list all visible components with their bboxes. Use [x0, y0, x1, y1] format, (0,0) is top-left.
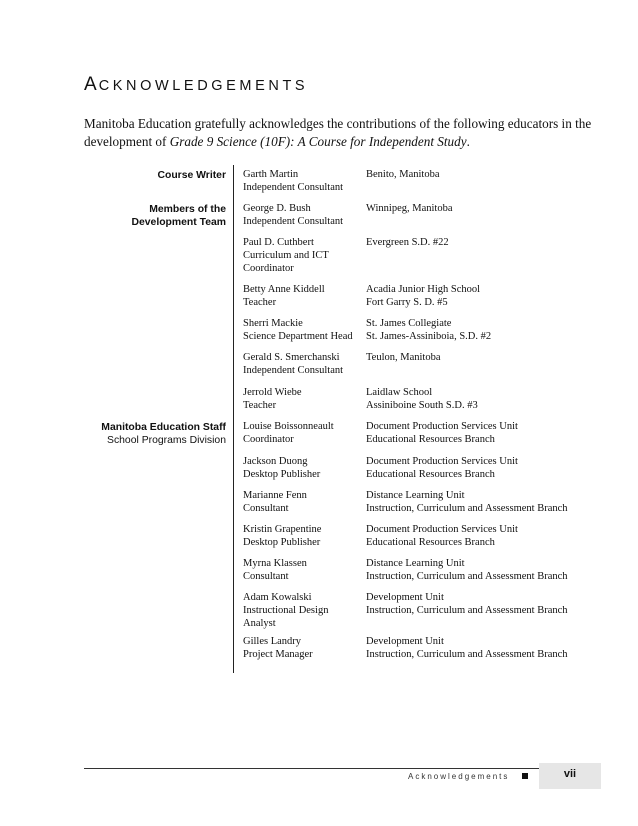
person-location	[366, 455, 596, 481]
location-line: Document Production Services Unit	[366, 421, 518, 432]
person-location	[366, 317, 596, 343]
location-line: Teulon, Manitoba	[366, 352, 441, 363]
footer-square-icon	[522, 773, 528, 779]
intro-end: .	[466, 134, 470, 149]
location-line: Benito, Manitoba	[366, 169, 440, 180]
location-line: Document Production Services Unit	[366, 524, 518, 535]
person-name: Louise Boissonneault	[243, 421, 334, 432]
person-entry	[243, 236, 329, 275]
person-name: Gerald S. Smerchanski	[243, 352, 340, 363]
person-location	[366, 283, 596, 309]
person-entry	[243, 202, 343, 228]
person-entry	[243, 489, 307, 515]
location-line: Educational Resources Branch	[366, 434, 495, 445]
person-entry	[243, 635, 313, 661]
role-development-team: Members of the Development Team	[131, 204, 226, 228]
footer-section-label: Acknowledgements	[408, 772, 510, 781]
person-name: Betty Anne Kiddell	[243, 284, 325, 295]
person-title: Desktop Publisher	[243, 537, 321, 548]
location-line: Document Production Services Unit	[366, 456, 518, 467]
person-location	[366, 635, 596, 661]
person-location	[366, 489, 596, 515]
person-location	[366, 202, 596, 215]
location-line: Evergreen S.D. #22	[366, 237, 449, 248]
person-title: Teacher	[243, 400, 277, 411]
person-entry	[243, 351, 343, 377]
column-divider	[233, 165, 234, 673]
location-line: Acadia Junior High School	[366, 284, 481, 295]
person-title: Desktop Publisher	[243, 469, 321, 480]
person-name: Kristin Grapentine	[243, 524, 322, 535]
location-line: Instruction, Curriculum and Assessment Branch	[366, 571, 568, 582]
person-entry	[243, 386, 302, 412]
person-entry	[243, 523, 321, 549]
person-title: Science Department Head	[243, 331, 353, 342]
course-title: Grade 9 Science (10F): A Course for Independent Study	[169, 134, 467, 149]
person-name: Garth Martin	[243, 169, 299, 180]
person-title: Project Manager	[243, 649, 313, 660]
location-line: Instruction, Curriculum and Assessment Branch	[366, 649, 568, 660]
person-title: Curriculum and ICT	[243, 250, 329, 261]
person-name: Jerrold Wiebe	[243, 387, 302, 398]
footer-rule	[84, 768, 601, 769]
location-line: Distance Learning Unit	[366, 490, 465, 501]
location-line: Assiniboine South S.D. #3	[366, 400, 478, 411]
person-title: Coordinator	[243, 263, 294, 274]
person-title: Independent Consultant	[243, 365, 344, 376]
page-number: vii	[563, 768, 577, 780]
person-entry	[243, 557, 307, 583]
location-line: Laidlaw School	[366, 387, 433, 398]
person-location	[366, 168, 596, 181]
location-line: Winnipeg, Manitoba	[366, 203, 453, 214]
person-title: Teacher	[243, 297, 277, 308]
person-title: Consultant	[243, 571, 289, 582]
person-title: Instructional Design	[243, 605, 329, 616]
person-location	[366, 591, 596, 617]
person-name: Jackson Duong	[243, 456, 308, 467]
person-location	[366, 351, 596, 364]
person-name: Gilles Landry	[243, 636, 302, 647]
person-entry	[243, 283, 325, 309]
person-title: Consultant	[243, 503, 289, 514]
location-line: Instruction, Curriculum and Assessment Branch	[366, 605, 568, 616]
intro-text: Manitoba Education gratefully acknowledges the contributions of the following educators in the development of	[84, 116, 592, 149]
person-title: Coordinator	[243, 434, 294, 445]
title-rest: CKNOWLEDGEMENTS	[98, 78, 309, 94]
person-title: Analyst	[243, 618, 276, 629]
person-entry	[243, 455, 320, 481]
person-location	[366, 557, 596, 583]
location-line: Distance Learning Unit	[366, 558, 465, 569]
location-line: Fort Garry S. D. #5	[366, 297, 448, 308]
person-title: Independent Consultant	[243, 216, 344, 227]
person-name: Marianne Fenn	[243, 490, 307, 501]
person-name: George D. Bush	[243, 203, 311, 214]
location-line: Development Unit	[366, 592, 444, 603]
person-entry	[243, 420, 334, 446]
person-location	[366, 386, 596, 412]
location-line: St. James-Assiniboia, S.D. #2	[366, 331, 492, 342]
location-line: Educational Resources Branch	[366, 469, 495, 480]
person-name: Paul D. Cuthbert	[243, 237, 314, 248]
role-course-writer: Course Writer	[157, 170, 226, 181]
person-location	[366, 523, 596, 549]
location-line: Educational Resources Branch	[366, 537, 495, 548]
person-name: Sherri Mackie	[243, 318, 303, 329]
person-location	[366, 236, 596, 249]
person-entry	[243, 168, 343, 194]
location-line: Instruction, Curriculum and Assessment Branch	[366, 503, 568, 514]
location-line: St. James Collegiate	[366, 318, 452, 329]
role-manitoba-staff: Manitoba Education Staff School Programs Division	[101, 422, 226, 446]
person-title: Independent Consultant	[243, 182, 344, 193]
person-name: Adam Kowalski	[243, 592, 312, 603]
person-location	[366, 420, 596, 446]
person-entry	[243, 591, 328, 630]
person-entry	[243, 317, 353, 343]
person-name: Myrna Klassen	[243, 558, 307, 569]
location-line: Development Unit	[366, 636, 444, 647]
title-initial: A	[84, 74, 99, 95]
